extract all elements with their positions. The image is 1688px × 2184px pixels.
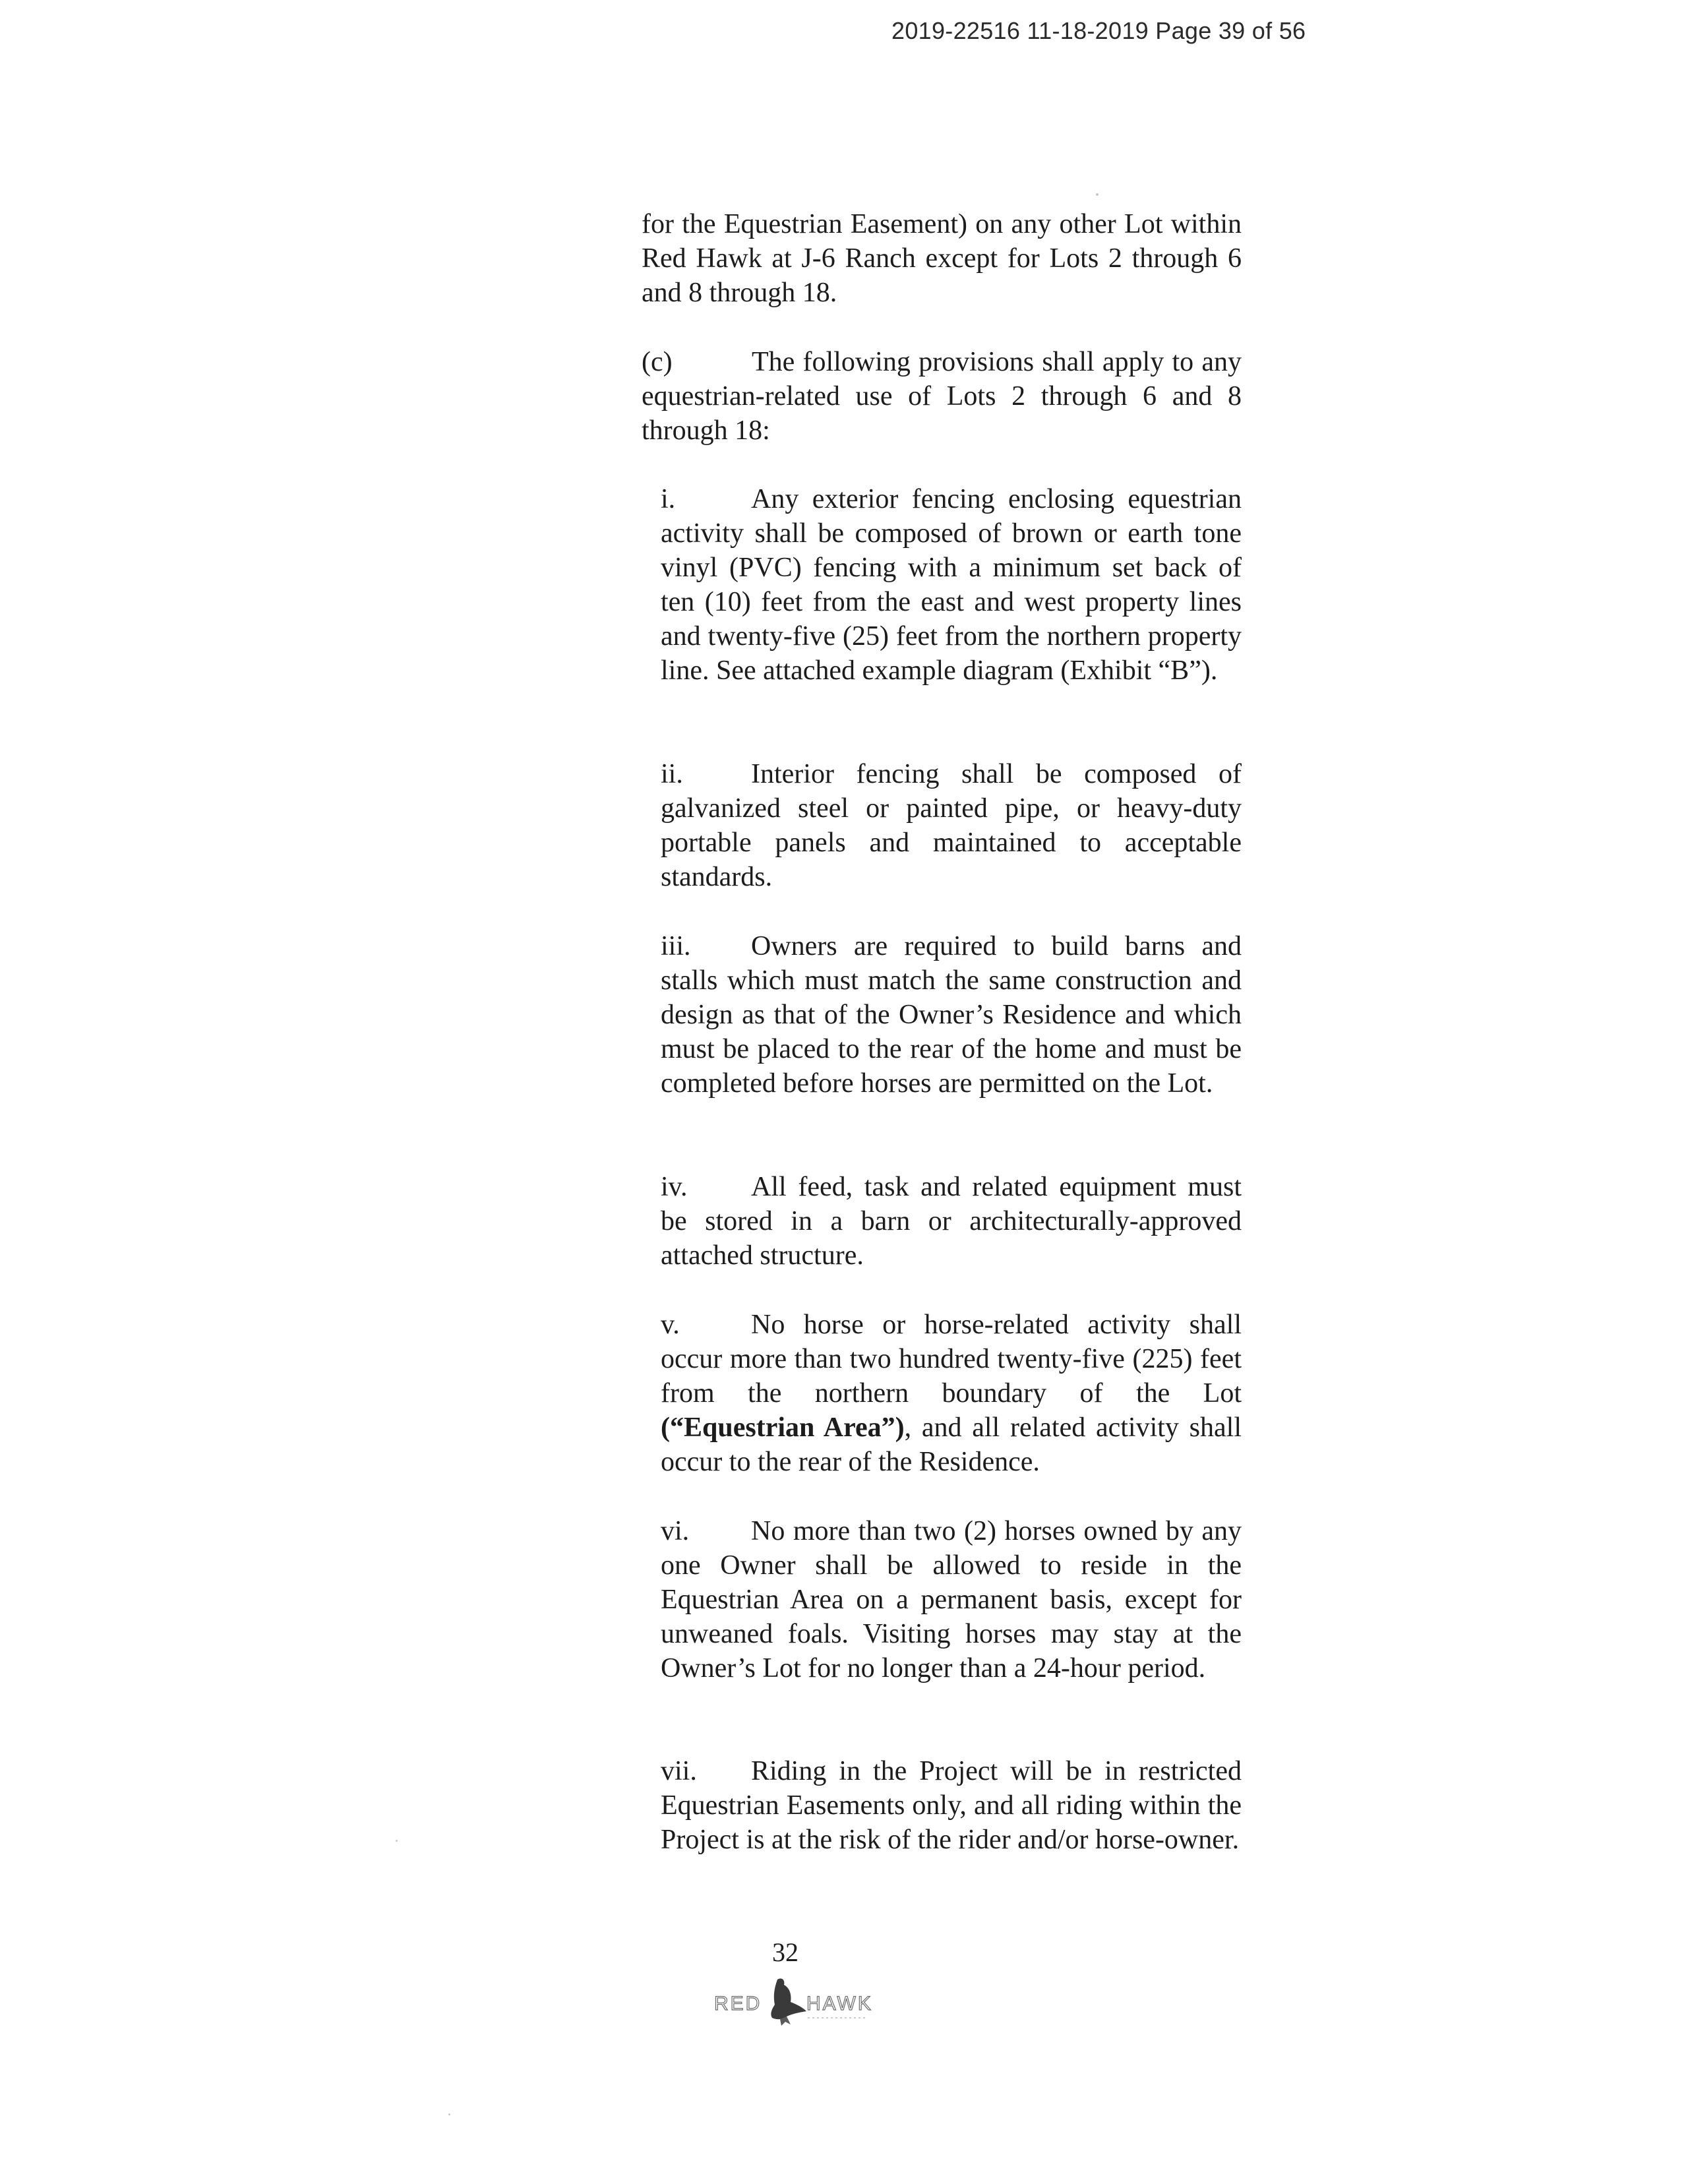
list-item bbox=[661, 1754, 1242, 1857]
list-item bbox=[661, 929, 1242, 1101]
list-item-text-continued: , and all related activity shall occur to the rear of the Residence. bbox=[661, 1412, 1242, 1477]
list-item-text: Owners are required to build barns and stalls which must match the same construction and design as that of the Owner’s Residence and which must be placed to the rear of the home and must be completed before horses are permitted on the Lot. bbox=[661, 931, 1242, 1099]
list-item-marker: iv. bbox=[661, 1172, 688, 1202]
hawk-icon bbox=[771, 1978, 806, 2026]
scan-artifact bbox=[396, 1840, 398, 1842]
list-item-marker: vii. bbox=[661, 1756, 697, 1786]
intro-paragraph bbox=[642, 207, 1242, 310]
list-item bbox=[661, 1308, 1242, 1479]
list-item-text: Interior fencing shall be composed of galvanized steel or painted pipe, or heavy-duty portable panels and maintained to acceptable standards. bbox=[661, 759, 1242, 892]
svg-text:RED: RED bbox=[714, 1993, 762, 2015]
section-c-marker: (c) bbox=[642, 347, 673, 377]
list-item bbox=[661, 482, 1242, 688]
list-item bbox=[661, 1514, 1242, 1685]
red-hawk-logo bbox=[709, 1976, 880, 2028]
list-item-marker: i. bbox=[661, 484, 676, 514]
list-item-marker: ii. bbox=[661, 759, 683, 789]
list-item bbox=[661, 1170, 1242, 1273]
list-item bbox=[661, 757, 1242, 894]
list-item-text: Riding in the Project will be in restricted Equestrian Easements only, and all riding within the Project is at the risk of the rider and/or horse-owner. bbox=[661, 1756, 1242, 1855]
scan-artifact bbox=[448, 2113, 450, 2115]
page-number: 32 bbox=[772, 1937, 799, 1967]
list-item-text: No horse or horse-related activity shall occur more than two hundred twenty-five (225) feet from the northern boundary of the Lot bbox=[661, 1310, 1242, 1409]
section-c-text: The following provisions shall apply to any equestrian-related use of Lots 2 through 6 and 8 through 18: bbox=[642, 347, 1242, 446]
recording-stamp: 2019-22516 11-18-2019 Page 39 of 56 bbox=[891, 17, 1306, 44]
list-item-text: Any exterior fencing enclosing equestrian activity shall be composed of brown or earth tone vinyl (PVC) fencing with a minimum set back of ten (10) feet from the east and west property lines and twenty-five (25) feet from the northern property line. See attached example diagram (Exhibit “B”). bbox=[661, 484, 1242, 686]
list-item-text: All feed, task and related equipment must be stored in a barn or architecturally-approved attached structure. bbox=[661, 1172, 1242, 1271]
section-c-paragraph bbox=[642, 345, 1242, 448]
intro-text: for the Equestrian Easement) on any other Lot within Red Hawk at J-6 Ranch except for Lots 2 through 6 and 8 through 18. bbox=[642, 209, 1242, 308]
list-item-marker: v. bbox=[661, 1310, 680, 1340]
svg-text:HAWK: HAWK bbox=[806, 1993, 873, 2015]
list-item-text: No more than two (2) horses owned by any one Owner shall be allowed to reside in the Equestrian Area on a permanent basis, except for unweaned foals. Visiting horses may stay at the Owner’s Lot for no longer than a 24-hour period. bbox=[661, 1516, 1242, 1684]
list-item-marker: iii. bbox=[661, 931, 691, 961]
scan-artifact bbox=[1096, 193, 1099, 196]
defined-term: (“Equestrian Area”) bbox=[661, 1412, 905, 1443]
list-item-marker: vi. bbox=[661, 1516, 690, 1546]
